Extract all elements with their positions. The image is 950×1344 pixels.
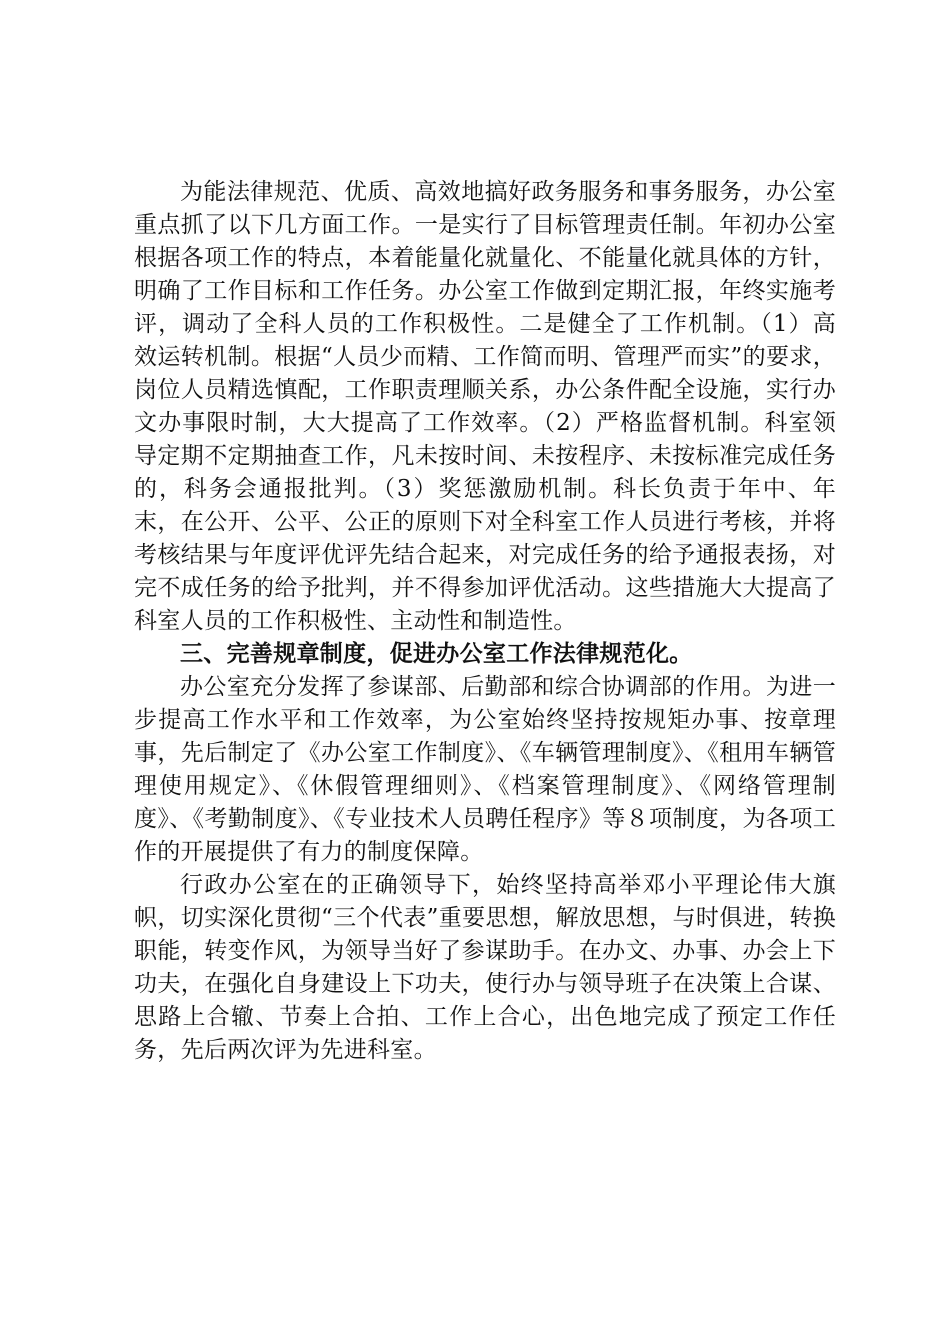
- paragraph-work-mechanisms: 为能法律规范、优质、高效地搞好政务服务和事务服务，办公室重点抓了以下几方面工作。一是实行了目标管理责任制。年初办公室根据各项工作的特点，本着能量化就量化、不能量化就具体的方针，明确了工作目标和工作任务。办公室工作做到定期汇报，年终实施考评，调动了全科人员的工作积极性。二是健全了工作机制。（1）高效运转机制。根据“人员少而精、工作简而明、管理严而实”的要求，岗位人员精选慎配，工作职责理顺关系，办公条件配全设施，实行办文办事限时制，大大提高了工作效率。（2）严格监督机制。科室领导定期不定期抽查工作，凡未按时间、未按程序、未按标准完成任务的，科务会通报批判。（3）奖惩激励机制。科长负责于年中、年末，在公开、公平、公正的原则下对全科室工作人员进行考核，并将考核结果与年度评优评先结合起来，对完成任务的给予通报表扬，对完不成任务的给予批判，并不得参加评优活动。这些措施大大提高了科室人员的工作积极性、主动性和制造性。: [134, 179, 836, 634]
- paragraph-summary: 行政办公室在的正确领导下，始终坚持高举邓小平理论伟大旗帜，切实深化贯彻“三个代表”重要思想，解放思想，与时俱进，转换职能，转变作风，为领导当好了参谋助手。在办文、办事、办会上下功夫，在强化自身建设上下功夫，使行办与领导班子在决策上合谋、思路上合辙、节奏上合拍、工作上合心，出色地完成了预定工作任务，先后两次评为先进科室。: [134, 872, 836, 1063]
- section-heading-rules: 三、完善规章制度，促进办公室工作法律规范化。: [180, 641, 693, 667]
- document-body: [134, 176, 836, 1067]
- paragraph-regulations: 办公室充分发挥了参谋部、后勤部和综合协调部的作用。为进一步提高工作水平和工作效率，为公室始终坚持按规矩办事、按章理事，先后制定了《办公室工作制度》、《车辆管理制度》、《租用车辆管理使用规定》、《休假管理细则》、《档案管理制度》、《网络管理制度》、《考勤制度》、《专业技术人员聘任程序》等８项制度，为各项工作的开展提供了有力的制度保障。: [134, 674, 836, 865]
